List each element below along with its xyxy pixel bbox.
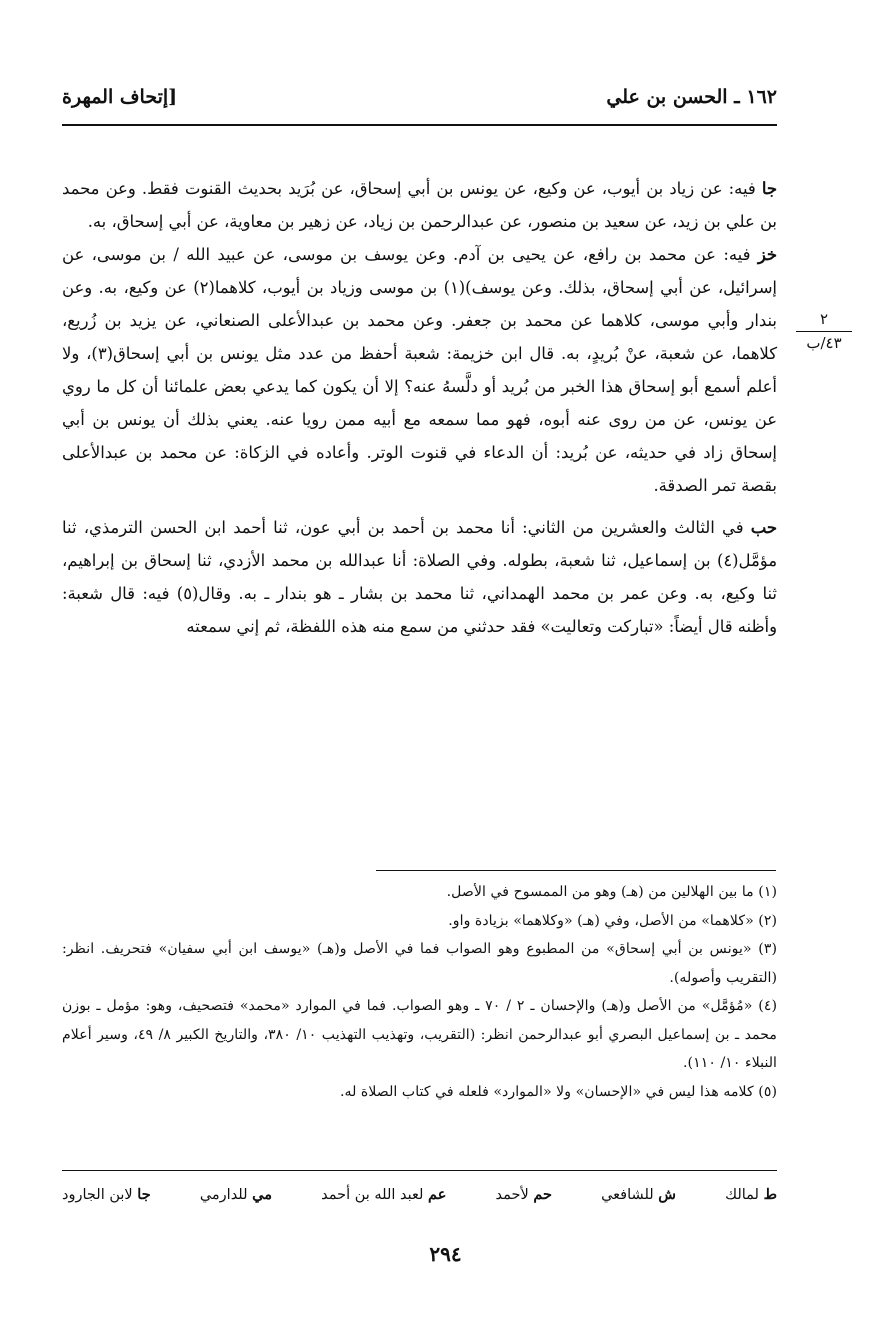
sigla-label: للشافعي: [601, 1187, 659, 1203]
sigla-label: لعبد الله بن أحمد: [321, 1187, 429, 1203]
paragraph-text: في الثالث والعشرين من الثاني: أنا محمد بن أحمد بن أبي عون، ثنا أحمد ابن الحسن الترمذي، ثنا مؤمَّل(٤) بن إسماعيل، ثنا شعبة، بطوله. وفي الصلاة: أنا عبدالله بن محمد الأزدي، ثنا إسحاق بن إبراهيم، ثنا وكيع، به. وعن عمر بن محمد الهمداني، ثنا محمد بن بشار ـ هو بندار ـ به. وقال(٥) فيه: قال شعبة: وأظنه قال أيضاً: «تباركت وتعاليت» فقد حدثني من سمع منه هذه اللفظة، ثم إني سمعته: [62, 518, 777, 636]
sigla-abbr: ش: [658, 1186, 676, 1203]
sigla-abbr: حم: [533, 1186, 552, 1203]
footnote: (١) ما بين الهلالين من (هـ) وهو من الممسوح في الأصل.: [446, 884, 777, 900]
footnotes: [62, 878, 777, 1106]
paragraph-text: فيه: عن محمد بن رافع، عن يحيى بن آدم. وعن يوسف بن موسى، عن عبيد الله / بن موسى، عن إسرائيل، عن أبي إسحاق، بذلك. وعن يوسف)(١) بن موسى وزياد بن أيوب، كلاهما(٢) عن وكيع، به. وعن بندار وأبي موسى، كلاهما عن محمد بن جعفر. وعن محمد بن عبدالأعلى الصنعاني، عن يزيد بن زُريع، كلاهما، عن شعبة، عنْ بُريدٍ، به. قال ابن خزيمة: شعبة أحفظ من عدد مثل يونس بن أبي إسحاق(٣)، ولا أعلم أسمع أبو إسحاق هذا الخبر من بُريد أو دلَّسهُ عنه؟ إلا أن يكون كما يدعي بعض علمائنا أن كل ما روي عن يونس، عن من روى عنه أبوه، فهو مما سمعه مع أبيه ممن رويا عنه. يعني بذلك أن يونس بن أبي إسحاق زاد في حديثه، عن بُريد: أن الدعاء في قنوت الوتر. وأعاده في الزكاة: عن محمد بن عبدالأعلى بقصة تمر الصدقة.: [62, 245, 777, 495]
sigla-abbr: ط: [763, 1186, 777, 1203]
sigla-item: [495, 1186, 551, 1214]
sigla-abbr: عم: [428, 1186, 447, 1203]
paragraph-siglum: جا: [761, 179, 777, 198]
footnote: (٤) «مُؤمَّل» من الأصل و(هـ) والإحسان ـ ٢ / ٧٠ ـ وهو الصواب. فما في الموارد «محمد» فتصحيف، وهو: مؤمل ـ بوزن محمد ـ بن إسماعيل البصري أبو عبدالرحمن انظر: (التقريب، وتهذيب التهذيب ١٠/ ٣٨٠، والتاريخ الكبير ٨/ ٤٩، وسير أعلام النبلاء ١٠/ ١١٠).: [62, 998, 777, 1071]
book-title: [إتحاف المهرة: [62, 86, 178, 108]
paragraph-hb: [62, 511, 777, 643]
footnote: (٣) «يونس بن أبي إسحاق» من المطبوع وهو الصواب فما في الأصل و(هـ) «يوسف ابن أبي سفيان» فتحريف. انظر: (التقريب وأصوله).: [62, 941, 777, 986]
main-text: [62, 172, 777, 643]
sigla-label: لأحمد: [495, 1187, 534, 1203]
footnote: (٥) كلامه هذا ليس في «الإحسان» ولا «الموارد» فلعله في كتاب الصلاة له.: [339, 1083, 777, 1100]
running-header: [62, 86, 777, 120]
footnote-rule: [376, 870, 776, 871]
margin-note-ref: ٤٣/ب: [806, 334, 842, 352]
header-rule: [62, 124, 777, 126]
sigla-abbr: مي: [252, 1186, 272, 1203]
margin-note-number: ٢: [819, 310, 829, 328]
sigla-item: [601, 1186, 676, 1214]
footnote: (٢) «كلاهما» من الأصل، وفي (هـ) «وكلاهما» بزيادة واو.: [448, 912, 777, 929]
margin-note-rule: [796, 331, 852, 332]
paragraph-ja: [62, 172, 777, 238]
paragraph-siglum: خز: [757, 245, 777, 264]
sigla-label: لابن الجارود: [62, 1187, 138, 1203]
paragraph-khz: [62, 238, 777, 502]
paragraph-siglum: حب: [750, 518, 777, 537]
sigla-item: [321, 1186, 446, 1214]
page-number: ٢٩٤: [429, 1242, 462, 1266]
sigla-label: لمالك: [725, 1187, 764, 1203]
sigla-label: للدارمي: [199, 1187, 253, 1203]
sigla-item: [725, 1186, 777, 1214]
sigla-item: [200, 1186, 272, 1214]
sigla-rule: [62, 1170, 777, 1171]
paragraph-text: فيه: عن زياد بن أيوب، عن وكيع، عن يونس بن أبي إسحاق، عن بُرَيد بحديث القنوت فقط. وعن محمد بن علي بن زيد، عن سعيد بن منصور، عن عبدالرحمن بن زياد، عن زهير بن معاوية، عن أبي إسحاق، به.: [62, 179, 777, 231]
chapter-title: ١٦٢ ـ الحسن بن علي: [606, 86, 777, 108]
sigla-item: [62, 1186, 151, 1214]
sigla-abbr: جا: [137, 1186, 151, 1203]
margin-note: [796, 310, 852, 352]
sigla-legend: [62, 1186, 777, 1214]
